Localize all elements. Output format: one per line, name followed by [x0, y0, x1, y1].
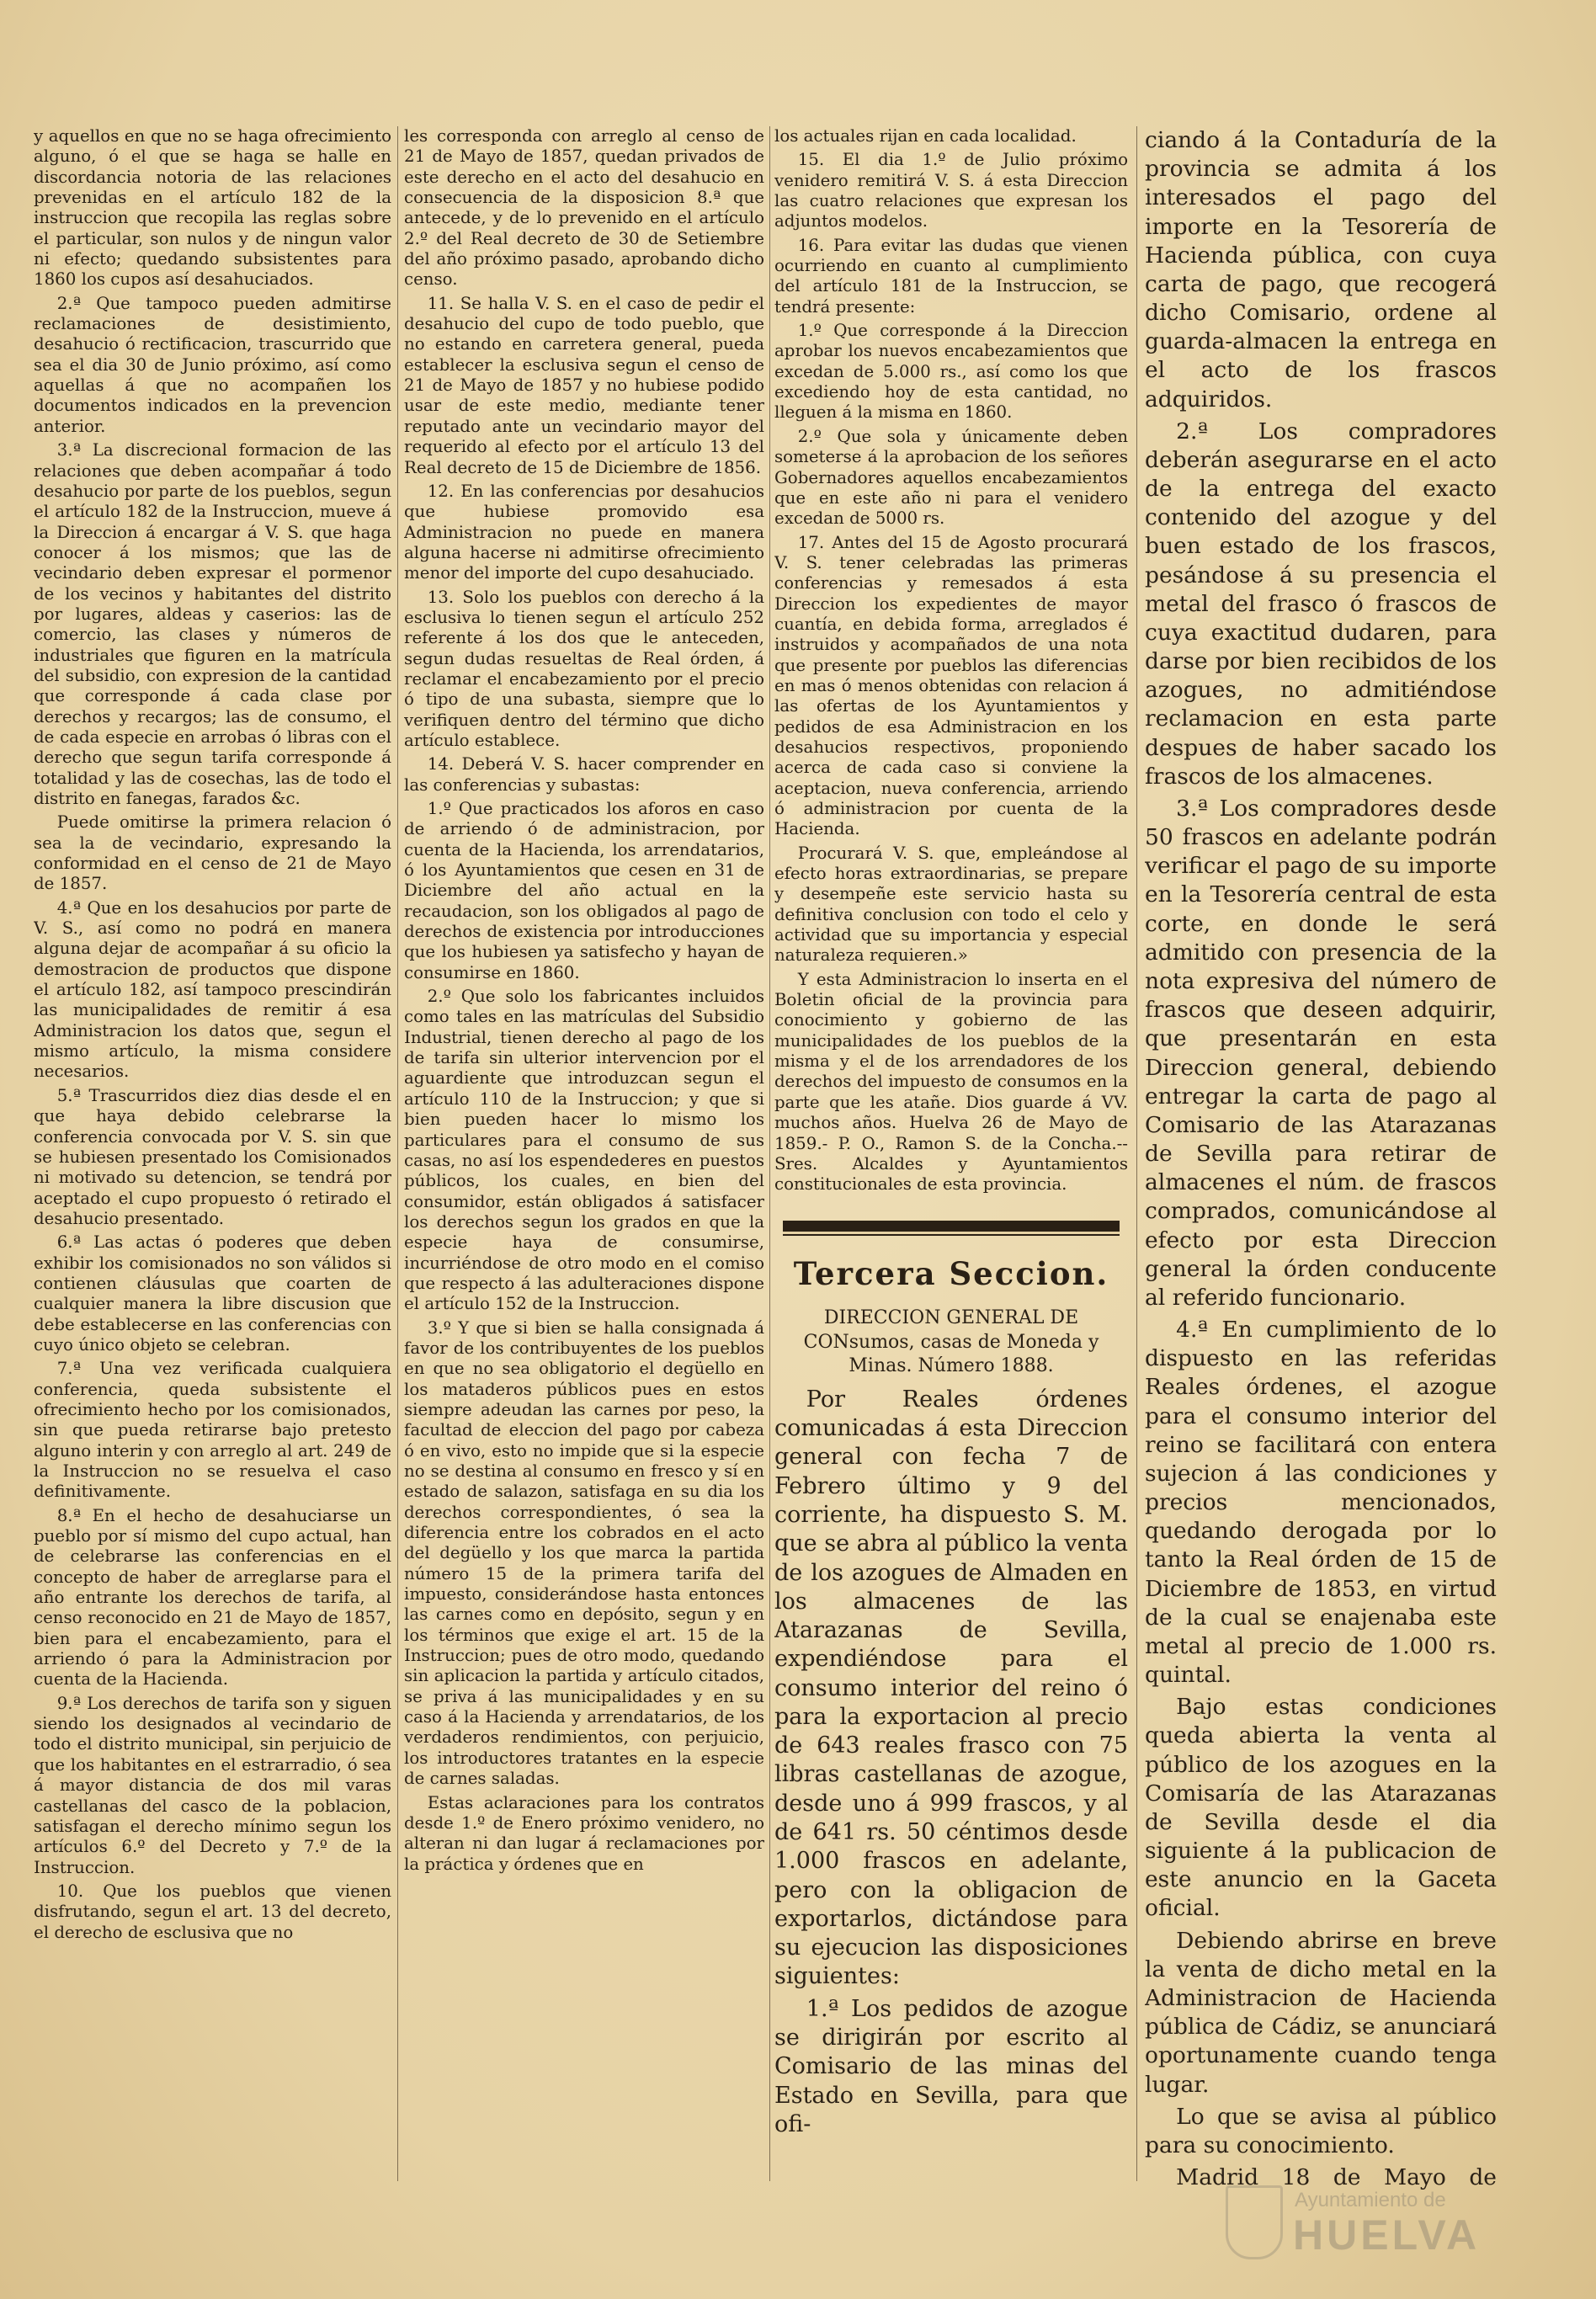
- paragraph: y aquellos en que no se haga ofrecimiento alguno, ó el que se haga se halle en discordancia notoria de las relaciones prevenidas en el artículo 182 de la instruccion que recopila las reglas sobre el particular, son nulos y de ningun valor ni efecto; quedando subsistentes para 1860 los cupos así desahuciados.: [34, 126, 391, 290]
- paragraph: Por Reales órdenes comunicadas á esta Direccion general con fecha 7 de Febrero último y 9 del corriente, ha dispuesto S. M. que se abra al público la venta de los azogues de Almaden en los almacenes de las Atarazanas de Sevilla, expendiéndose para el consumo interior del reino ó para la exportacion al precio de 643 reales frasco con 75 libras castellanas de azogue, desde uno á 999 frascos, y al de 641 rs. 50 céntimos desde 1.000 frascos en adelante, pero con la obligacion de exportarlos, dictándose para su ejecucion las disposiciones siguientes:: [774, 1386, 1128, 1990]
- paragraph: 4.ª En cumplimiento de lo dispuesto en las referidas Reales órdenes, el azogue para el consumo interior del reino se facilitará con entera sujecion á las condiciones y precios mencionados, quedando derogada por lo tanto la Real órden de 15 de Diciembre de 1853, en virtud de la cual se enajenaba este metal al precio de 1.000 rs. quintal.: [1145, 1317, 1497, 1689]
- paragraph: 2.º Que solo los fabricantes incluidos como tales en las matrículas del Subsidio Industrial, tienen derecho al pago de los de tarifa sin ulterior intervencion por el aguardiente que introduzcan segun el artículo 110 de la Instruccion; y que si bien pueden hacer lo mismo los particulares para el consumo de sus casas, no así los espendederes en puestos públicos, los cuales, en bien del consumidor, están obligados á satisfacer los derechos segun los grados en que la especie haya de consumirse, incurriéndose de otro modo en el comiso que respecto á las adulteraciones dispone el artículo 152 de la Instruccion.: [404, 987, 764, 1314]
- paragraph: les corresponda con arreglo al censo de 21 de Mayo de 1857, quedan privados de este derecho en el acto del desahucio en consecuencia de la disposicion 8.ª que antecede, y de lo prevenido en el artículo 2.º del Real decreto de 30 de Setiembre del año próximo pasado, aprobando dicho censo.: [404, 126, 764, 290]
- paragraph: 1.º Que corresponde á la Direccion aprobar los nuevos encabezamientos que excedan de 5.000 rs., así como los que excediendo hoy de esta cantidad, no lleguen á la misma en 1860.: [774, 321, 1128, 423]
- archive-watermark: [1226, 2185, 1529, 2261]
- paragraph: 17. Antes del 15 de Agosto procurará V. S. tener celebradas las primeras conferencias y remesados á esta Direccion los expedientes de mayor cuantía, en debida forma, arreglados é instruidos y acompañados de una nota que presente por pueblos las diferencias en mas ó menos obtenidas con relacion á las ofertas de los Ayuntamientos y pedidos de esa Administracion en los desahucios respectivos, proponiendo acerca de cada caso si conviene la aceptacion, nueva conferencia, arriendo ó administracion por cuenta de la Hacienda.: [774, 532, 1128, 839]
- column-rule: [397, 126, 398, 2181]
- paragraph: los actuales rijan en cada localidad.: [774, 126, 1077, 146]
- column-1: [34, 126, 391, 2190]
- paragraph: 12. En las conferencias por desahucios que hubiese promovido esa Administracion no puede en manera alguna hacerse ni admitirse ofrecimiento menor del importe del cupo desahuciado.: [404, 481, 764, 583]
- paragraph: Debiendo abrirse en breve la venta de dicho metal en la Administracion de Hacienda pública de Cádiz, se anunciará oportunamente cuando tenga lugar.: [1145, 1927, 1497, 2098]
- paragraph: Procurará V. S. que, empleándose al efecto horas extraordinarias, se prepare y desempeñe este servicio hasta su definitiva conclusion con todo el celo y actividad que su importancia y especial naturaleza requieren.»: [774, 843, 1128, 966]
- paragraph: 3.º Y que si bien se halla consignada á favor de los contribuyentes de los pueblos en que no sea obligatorio el degüello en los mataderos públicos pues en estos siempre adeudan las carnes por peso, la facultad de eleccion del pago por cabeza ó en vivo, esto no impide que si la especie no se destina al consumo en fresco y sí en estado de salazon, satisfaga en su dia los derechos correspondientes, ó sea la diferencia entre los cobrados en el acto del degüello y los que marca la partida número 15 de la primera tarifa del impuesto, considerándose hasta entonces las carnes como en depósito, segun y en los términos que exige el art. 15 de la Instruccion; pues de otro modo, quedando sin aplicacion la partida y artículo citados, se priva á las municipalidades y en su caso á la Hacienda y arrendatarios, de los verdaderos rendimientos, con perjuicio, los introductores tratantes en la especie de carnes saladas.: [404, 1317, 764, 1789]
- direccion-heading: DIRECCION GENERAL DE CONsumos, casas de Moneda y Minas. Número 1888.: [803, 1307, 1099, 1377]
- paragraph: Estas aclaraciones para los contratos desde 1.º de Enero próximo venidero, no alteran ni dan lugar á reclamaciones por la práctica y órdenes que en: [404, 1792, 764, 1874]
- paragraph: 15. El dia 1.º de Julio próximo venidero remitirá V. S. á esta Direccion las cuatro relaciones que expresan los adjuntos modelos.: [774, 150, 1128, 231]
- paragraph: ciando á la Contaduría de la provincia se admita á los interesados el pago del importe en la Tesorería de Hacienda pública, con cuya carta de pago, que recogerá dicho Comisario, ordene al guarda-almacen la entrega en el acto de los frascos adquiridos.: [1145, 127, 1497, 412]
- paragraph: Lo que se avisa al público para su conocimiento.: [1145, 2103, 1497, 2158]
- section-title: Tercera Seccion.: [793, 1254, 1109, 1292]
- column-rule: [769, 126, 770, 2181]
- paragraph: 14. Deberá V. S. hacer comprender en las conferencias y subastas:: [404, 754, 764, 795]
- paragraph: 3.ª Los compradores desde 50 frascos en adelante podrán verificar el pago de su importe en la Tesorería central de esta corte, en donde le será admitido con presencia de la nota expresiva del número de frascos que deseen adquirir, que presentarán en esta Direccion general, debiendo entregar la carta de pago al Comisario de las Atarazanas de Sevilla para retirar de almacenes el núm. de frascos comprados, comunicándose al efecto por esta Direccion general la órden conducente al referido funcionario.: [1145, 795, 1497, 1311]
- paragraph: Puede omitirse la primera relacion ó sea la de vecindario, expresando la conformidad en el censo de 21 de Mayo de 1857.: [34, 812, 391, 894]
- paragraph: 5.ª Trascurridos diez dias desde el en que haya debido celebrarse la conferencia convocada por V. S. sin que se hubiesen presentado los Comisionados ni motivado su detencion, se tendrá por aceptado el cupo propuesto ó retirado el desahucio presentado.: [34, 1085, 391, 1228]
- column-rule: [1136, 126, 1137, 2181]
- paragraph: 9.ª Los derechos de tarifa son y siguen siendo los designados al vecindario de todo el distrito municipal, sin perjuicio de que los habitantes en el estrarradio, ó sea á mayor distancia de dos mil varas castellanas del casco de la poblacion, satisfagan el derecho mínimo segun los artículos 6.º del Decreto y 7.º de la Instruccion.: [34, 1693, 391, 1877]
- paragraph: 1.ª Los pedidos de azogue se dirigirán por escrito al Comisario de las minas del Estado en Sevilla, para que ofi-: [774, 1995, 1128, 2137]
- section-separator: [783, 1221, 1120, 1232]
- paragraph: 7.ª Una vez verificada cualquiera conferencia, queda subsistente el ofrecimiento hecho por los comisionados, sin que pueda retirarse bajo pretesto alguno interin y con arreglo al art. 249 de la Instruccion no se resuelva el caso definitivamente.: [34, 1359, 391, 1502]
- paragraph: 4.ª Que en los desahucios por parte de V. S., así como no podrá en manera alguna dejar de acompañar á su oficio la demostracion de productos que dispone el artículo 182, así tampoco prescindirán las municipalidades de remitir á esa Administracion los datos que, segun el mismo artículo, la misma considere necesarios.: [34, 897, 391, 1082]
- paragraph: 11. Se halla V. S. en el caso de pedir el desahucio del cupo de todo pueblo, que no estando en carretera general, pueda establecer la esclusiva segun el censo de 21 de Mayo de 1857 y no hubiese podido usar de este medio, mediante tener reputado ante un vecindario mayor del requerido al efecto por el artículo 13 del Real decreto de 15 de Diciembre de 1856.: [404, 293, 764, 477]
- paragraph: 8.ª En el hecho de desahuciarse un pueblo por sí mismo del cupo actual, han de celebrarse las conferencias en el concepto de haber de arreglarse para el año entrante los derechos de tarifa, al censo reconocido en 21 de Mayo de 1857, bien para el encabezamiento, para el arriendo ó para la Administracion por cuenta de la Hacienda.: [34, 1505, 391, 1690]
- paragraph: 1.º Que practicados los aforos en caso de arriendo ó de administracion, por cuenta de la Hacienda, los arrendatarios, ó los Ayuntamientos que cesen en 31 de Diciembre del año actual en la recaudacion, son los obligados al pago de derechos de existencia por introducciones que los hubiesen ya satisfecho y hayan de consumirse en 1860.: [404, 799, 764, 982]
- paragraph: 2.º Que sola y únicamente deben someterse á la aprobacion de los señores Gobernadores aquellos encabezamientos que en este año ni para el venidero excedan de 5000 rs.: [774, 426, 1128, 529]
- paragraph: 2.ª Los compradores deberán asegurarse en el acto de la entrega del exacto contenido del azogue y del buen estado de los frascos, pesándose á su presencia el metal del frasco ó frascos de cuya exactitud dudaren, para darse por bien recibidos de los azogues, no admitiéndose reclamacion en esta parte despues de haber sacado los frascos de los almacenes.: [1145, 418, 1497, 790]
- paragraph: Bajo estas condiciones queda abierta la venta al público de los azogues en la Comisaría de las Atarazanas de Sevilla desde el dia siguiente á la publicacion de este anuncio en la Gaceta oficial.: [1145, 1694, 1497, 1922]
- paragraph: 2.ª Que tampoco pueden admitirse reclamaciones de desistimiento, desahucio ó rectificacion, trascurrido que sea el dia 30 de Junio próximo, así como aquellas á que no acompañen los documentos indicados en la prevencion anterior.: [34, 293, 391, 436]
- watermark-big-text: HUELVA: [1293, 2211, 1481, 2259]
- column-3: [774, 126, 1128, 2190]
- signature-paragraph: Madrid 18 de Mayo de: [1176, 2164, 1497, 2190]
- paragraph: 6.ª Las actas ó poderes que deben exhibir los comisionados no son válidos si contienen cláusulas que coarten de cualquier manera la libre discusion que debe establecerse en las conferencias con cuyo único objeto se celebran.: [34, 1232, 391, 1354]
- paragraph: 10. Que los pueblos que vienen disfrutando, segun el art. 13 del decreto, el derecho de esclusiva que no: [34, 1881, 391, 1942]
- paragraph: 13. Solo los pueblos con derecho á la esclusiva lo tienen segun el artículo 252 referente á los dos que le anteceden, segun dudas resueltas de Real órden, á reclamar el encabezamiento por el precio ó tipo de una subasta, siempre que lo verifiquen dentro del término que dicho artículo establece.: [404, 587, 764, 750]
- paragraph: Y esta Administracion lo inserta en el Boletin oficial de la provincia para conocimiento y gobierno de las municipalidades de los pueblos de la misma y el de los arrendadores de los derechos del impuesto de consumos en la parte que les atañe. Dios guarde á VV. muchos años. Huelva 26 de Mayo de 1859.- P. O., Ramon S. de la Concha.--Sres. Alcaldes y Ayuntamientos constitucionales de esta provincia.: [774, 969, 1128, 1195]
- column-2: [404, 126, 764, 2190]
- column-4: [1145, 126, 1497, 2190]
- watermark-small-text: Ayuntamiento de: [1295, 2189, 1446, 2211]
- paragraph: 16. Para evitar las dudas que vienen ocurriendo en cuanto al cumplimiento del artículo 181 de la Instruccion, se tendrá presente:: [774, 235, 1128, 317]
- city-shield-icon: [1226, 2185, 1283, 2259]
- paragraph: 3.ª La discrecional formacion de las relaciones que deben acompañar á todo desahucio por parte de los pueblos, segun el artículo 182 de la Instruccion, mueve á la Direccion á encargar á V. S. que haga conocer á los mismos; que las de vecindario deben expresar el pormenor de los vecinos y habitantes del distrito por lugares, aldeas y caserios: las de comercio, las clases y números de industriales que figuren en la matrícula del subsidio, con expresion de la cantidad que corresponde á cada clase por derechos y recargos; las de consumo, el de cada especie en arrobas ó libras con el derecho que segun tarifa corresponde á totalidad y las de cosechas, las de todo el distrito en fanegas, farados &c.: [34, 440, 391, 808]
